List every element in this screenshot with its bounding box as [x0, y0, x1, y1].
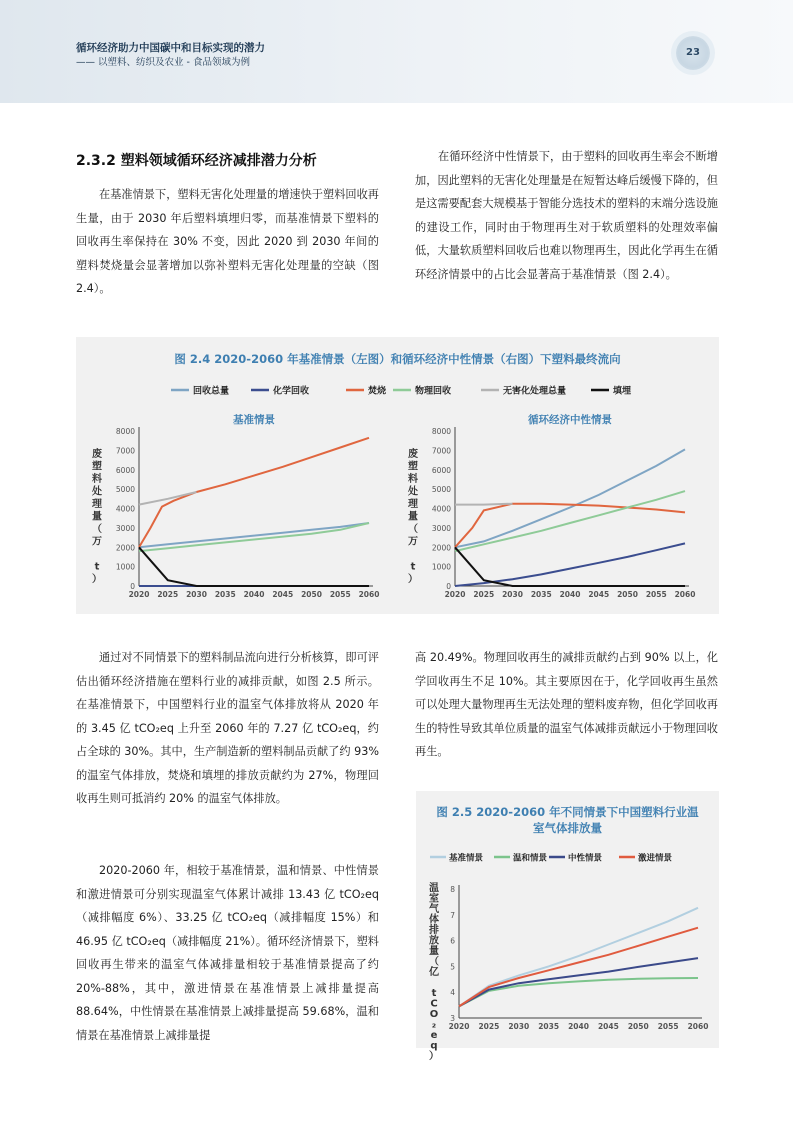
baseline-y-axis-label: 废塑料处理量（万 t ）	[92, 449, 102, 585]
baseline-x-tick-label: 2040	[243, 590, 265, 599]
baseline-x-tick-label: 2030	[186, 590, 207, 599]
emissions-y-tick-label: 6	[450, 936, 455, 946]
report-subtitle: —— 以塑料、纺织及农业 - 食品领域为例	[76, 57, 250, 68]
neutral-panel	[408, 413, 695, 599]
legend-label: 中性情景	[568, 853, 603, 864]
emissions-x-tick-label: 2045	[597, 1022, 619, 1031]
emissions-series-line	[459, 978, 698, 1006]
paragraph-scenarios: 2020-2060 年，相较于基准情景，温和情景、中性情景和激进情景可分别实现温室气体累计减排 13.43 亿 tCO₂eq（减排幅度 6%）、33.25 亿 tCO₂eq（减排幅度 15%）和 46.95 亿 tCO₂eq（减排幅度 21%）。循环经济情景下，塑料回收再生带来的温室气体减排量相较于基准情景提高了约 20%-88%，其中，激进情景在基准情景上减排量提高 88.64%，中性情景在基准情景上减排量提高 59.68%，温和情景在基准情景上减排量提	[76, 864, 379, 1042]
section-title: 2.3.2 塑料领域循环经济减排潜力分析	[76, 153, 317, 169]
baseline-series-line	[139, 547, 369, 586]
emissions-x-tick-label: 2030	[508, 1022, 530, 1031]
baseline-x-tick-label: 2050	[301, 590, 322, 599]
emissions-x-tick-label: 2040	[568, 1022, 589, 1031]
baseline-x-tick-label: 2020	[128, 590, 150, 599]
baseline-y-tick-label: 2000	[115, 543, 135, 553]
emissions-x-tick-label: 2050	[627, 1022, 649, 1031]
paragraph-recycling: 高 20.49%。物理回收再生的减排贡献约占到 90% 以上，化学回收再生不足 10%。其主要原因在于，化学回收再生虽然可以处理大量物理再生无法处理的塑料废弃物，但化学回收再生的特性导致其单位质量的温室气体减排贡献远小于物理回收再生。	[415, 651, 718, 758]
baseline-y-tick-label: 0	[130, 582, 135, 591]
neutral-x-tick-label: 2050	[617, 590, 638, 599]
neutral-x-tick-label: 2040	[559, 590, 581, 599]
neutral-x-tick-label: 2030	[502, 590, 523, 599]
emissions-x-tick-label: 2060	[687, 1022, 709, 1031]
neutral-y-tick-label: 8000	[431, 427, 451, 436]
neutral-y-axis-label: 废塑料处理量（万 t ）	[408, 449, 418, 585]
emissions-y-tick-label: 4	[450, 988, 455, 998]
neutral-y-tick-label: 2000	[431, 543, 451, 553]
baseline-x-tick-label: 2025	[157, 590, 179, 599]
baseline-x-tick-label: 2060	[358, 590, 380, 599]
neutral-y-tick-label: 4000	[431, 504, 451, 514]
legend-label: 基准情景	[449, 853, 484, 864]
emissions-panel	[428, 881, 708, 1062]
legend-label: 温和情景	[513, 853, 548, 864]
emissions-x-tick-label: 2020	[448, 1022, 470, 1031]
neutral-series-line	[455, 491, 685, 551]
legend-label: 物理回收	[415, 386, 452, 397]
legend-label: 化学回收	[273, 386, 310, 397]
baseline-series-line	[139, 523, 369, 547]
neutral-y-tick-label: 5000	[431, 485, 451, 495]
neutral-x-tick-label: 2045	[588, 590, 610, 599]
neutral-x-tick-label: 2020	[444, 590, 466, 599]
emissions-y-axis-label: 温室气体排放量（亿 t C O ₂ e q ）	[429, 883, 439, 1062]
emissions-x-tick-label: 2025	[478, 1022, 500, 1031]
paragraph-baseline: 在基准情景下，塑料无害化处理量的增速快于塑料回收再生量，由于 2030 年后塑料填埋归零，而基准情景下塑料的回收再生率保持在 30% 不变，因此 2020 到 2030 年间的塑料焚烧量会显著增加以弥补塑料无害化处理量的空缺（图 2.4）。	[76, 188, 379, 295]
baseline-y-tick-label: 1000	[115, 562, 135, 572]
neutral-x-tick-label: 2035	[530, 590, 552, 599]
baseline-y-tick-label: 8000	[115, 427, 135, 436]
baseline-x-tick-label: 2045	[272, 590, 294, 599]
legend-label: 无害化处理总量	[503, 386, 567, 397]
report-title: 循环经济助力中国碳中和目标实现的潜力	[76, 42, 265, 54]
baseline-y-tick-label: 7000	[115, 446, 135, 456]
figure-2-5-title: 图 2.5 2020-2060 年不同情景下中国塑料行业温室气体排放量	[436, 805, 699, 835]
legend-label: 填埋	[613, 386, 632, 397]
neutral-y-tick-label: 1000	[431, 562, 451, 572]
emissions-x-tick-label: 2035	[538, 1022, 560, 1031]
neutral-panel-title: 循环经济中性情景	[528, 414, 612, 426]
neutral-series-line	[455, 547, 685, 586]
neutral-series-line	[455, 504, 513, 505]
emissions-y-tick-label: 7	[450, 910, 455, 920]
page-number: 23	[676, 36, 710, 70]
neutral-y-tick-label: 3000	[431, 523, 451, 533]
emissions-series-line	[459, 928, 698, 1007]
neutral-y-tick-label: 6000	[431, 465, 451, 475]
emissions-x-tick-label: 2055	[657, 1022, 679, 1031]
baseline-panel-title: 基准情景	[233, 414, 275, 426]
paragraph-emissions: 通过对不同情景下的塑料制品流向进行分析核算，即可评估出循环经济措施在塑料行业的减排贡献，如图 2.5 所示。在基准情景下，中国塑料行业的温室气体排放将从 2020 年的 3.45 亿 tCO₂eq 上升至 2060 年的 7.27 亿 tCO₂eq，约占全球的 30%。其中，生产制造新的塑料制品贡献了约 93% 的温室气体排放，焚烧和填埋的排放贡献约为 27%，物理回收再生则可抵消约 20% 的温室气体排放。	[76, 651, 379, 805]
emissions-series-line	[459, 908, 698, 1007]
figure-2-4-chart	[76, 337, 719, 614]
neutral-x-tick-label: 2025	[473, 590, 495, 599]
legend-label: 焚烧	[368, 386, 387, 397]
baseline-y-tick-label: 3000	[115, 523, 135, 533]
neutral-series-line	[455, 543, 685, 586]
legend-label: 回收总量	[193, 386, 230, 397]
baseline-y-tick-label: 4000	[115, 504, 135, 514]
baseline-x-tick-label: 2035	[214, 590, 236, 599]
emissions-y-tick-label: 8	[450, 885, 455, 894]
baseline-y-tick-label: 6000	[115, 465, 135, 475]
neutral-series-line	[455, 504, 685, 548]
neutral-y-tick-label: 7000	[431, 446, 451, 456]
figure-2-5-chart	[416, 791, 719, 1062]
neutral-y-tick-label: 0	[446, 582, 451, 591]
emissions-y-tick-label: 3	[450, 1014, 455, 1023]
neutral-series-line	[455, 449, 685, 547]
legend-label: 激进情景	[638, 853, 673, 864]
baseline-x-tick-label: 2055	[329, 590, 351, 599]
emissions-y-tick-label: 5	[450, 962, 455, 972]
figure-2-4-title: 图 2.4 2020-2060 年基准情景（左图）和循环经济中性情景（右图）下塑料最终流向	[174, 352, 621, 366]
paragraph-neutral: 在循环经济中性情景下，由于塑料的回收再生率会不断增加，因此塑料的无害化处理量是在短暂达峰后缓慢下降的，但是这需要配套大规模基于智能分选技术的塑料的末端分选设施的建设工作，同时由于物理再生对于软质塑料的处理效率偏低，大量软质塑料回收后也难以物理再生，因此化学再生在循环经济情景中的占比会显著高于基准情景（图 2.4）。	[415, 150, 718, 281]
neutral-x-tick-label: 2060	[674, 590, 696, 599]
neutral-x-tick-label: 2055	[645, 590, 667, 599]
baseline-panel	[92, 413, 379, 599]
baseline-y-tick-label: 5000	[115, 485, 135, 495]
